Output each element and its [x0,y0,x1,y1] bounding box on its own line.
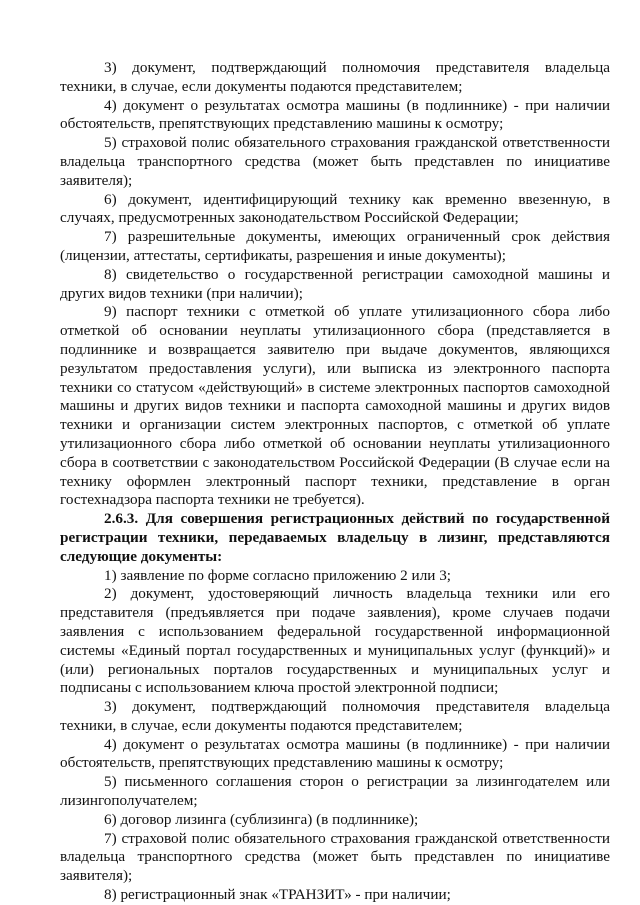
list-item-8: 8) регистрационный знак «ТРАНЗИТ» - при наличии; [104,886,451,904]
list-item-5: 5) письменного соглашения сторон о регистрации за лизингодателем или лизингополучателем; [60,773,610,810]
list-item-3: 3) документ, подтверждающий полномочия представителя владельца техники, в случае, если документы подаются представителем; [60,698,610,734]
list-item-1: 1) заявление по форме согласно приложению 2 или 3; [104,566,452,584]
paragraph-item-8: 8) свидетельство о государственной регистрации самоходной машины и других видов техники (при наличии); [60,265,610,302]
paragraph-item-7: 7) разрешительные документы, имеющих ограниченный срок действия (лицензии, аттестаты, сертификаты, разрешения и иные документы); [60,228,610,264]
paragraph-item-3: 3) документ, подтверждающий полномочия представителя владельца техники, в случае, если документы подаются представителем; [60,59,610,95]
paragraph-item-5: 5) страховой полис обязательного страхования гражданской ответственности владельца транспортного средства (может быть представлен по инициативе заявителя); [60,134,610,189]
document-page [60,59,610,905]
section-heading: 2.6.3. Для совершения регистрационных действий по государственной регистрации техники, передаваемых владельцу в лизинг, представляются следующие документы: [60,510,610,565]
paragraph-item-9: 9) паспорт техники с отметкой об уплате утилизационного сбора либо отметкой об основании неуплаты утилизационного сбора (представляется в подлиннике и возвращается заявителю при выдаче документов, являющихся результатом предоставления услуги), или выписка из электронного паспорта техники со статусом «действующий» в системе электронных паспортов самоходной машины и других видов техники и паспорта самоходной машины и других видов техники и организации систем электронных паспортов, с отметкой об уплате утилизационного сбора либо отметкой об основании неуплаты утилизационного сбора в соответствии с законодательством Российской Федерации (В случае если на технику оформлен электронный паспорт техники, представление в орган гостехнадзора паспорта техники не требуется). [60,303,610,509]
paragraph-item-4: 4) документ о результатах осмотра машины (в подлиннике) - при наличии обстоятельств, препятствующих представлению машины к осмотру; [60,96,610,133]
list-item-4: 4) документ о результатах осмотра машины (в подлиннике) - при наличии обстоятельств, препятствующих представлению машины к осмотру; [60,735,610,772]
list-item-6: 6) договор лизинга (сублизинга) (в подлиннике); [104,810,419,828]
list-item-7: 7) страховой полис обязательного страхования гражданской ответственности владельца транспортного средства (может быть представлен по инициативе заявителя); [60,829,610,885]
list-item-2: 2) документ, удостоверяющий личность владельца техники или его представителя (предъявляется при подаче заявления), кроме случаев подачи заявления с использованием федеральной государственной информационной системы «Единый портал государственных и муниципальных услуг (функций)» и (или) региональных порталов государственных и муниципальных услуг и подписаны с использованием ключа простой электронной подписи; [60,585,610,697]
paragraph-item-6: 6) документ, идентифицирующий технику как временно ввезенную, в случаях, предусмотренных законодательством Российской Федерации; [60,190,610,227]
